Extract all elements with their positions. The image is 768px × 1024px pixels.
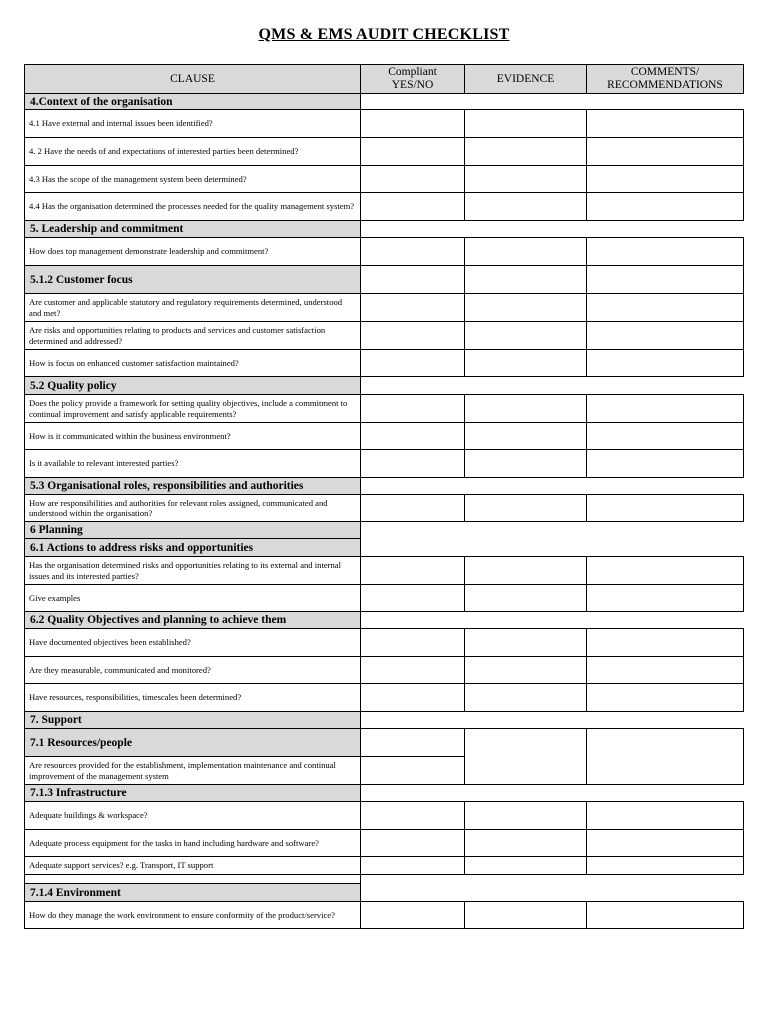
comments-cell[interactable] bbox=[586, 109, 744, 138]
compliant-cell[interactable] bbox=[360, 683, 465, 712]
section-s5-1-2: 5.1.2 Customer focus bbox=[24, 265, 361, 294]
evidence-cell[interactable] bbox=[464, 394, 587, 423]
section-s7: 7. Support bbox=[24, 711, 361, 729]
compliant-cell[interactable] bbox=[360, 856, 465, 875]
comments-cell[interactable] bbox=[586, 628, 744, 657]
comments-cell[interactable] bbox=[586, 656, 744, 684]
comments-cell[interactable] bbox=[586, 165, 744, 193]
question-q7-1-3-a: Adequate buildings & workspace? bbox=[24, 801, 361, 830]
comments-cell[interactable] bbox=[586, 801, 744, 830]
question-q5-1-2-a: Are customer and applicable statutory and regulatory requirements determined, understood and met? bbox=[24, 293, 361, 322]
section-s7-1: 7.1 Resources/people bbox=[24, 728, 361, 757]
evidence-cell[interactable] bbox=[464, 293, 587, 322]
compliant-cell[interactable] bbox=[360, 192, 465, 221]
comments-cell[interactable] bbox=[586, 237, 744, 266]
compliant-cell[interactable] bbox=[360, 293, 465, 322]
evidence-column-header: EVIDENCE bbox=[464, 64, 587, 94]
evidence-cell[interactable] bbox=[464, 829, 587, 857]
evidence-cell[interactable] bbox=[464, 801, 587, 830]
comments-cell[interactable] bbox=[586, 449, 744, 478]
comments-cell[interactable] bbox=[586, 494, 744, 522]
question-q5-3-a: How are responsibilities and authorities for relevant roles assigned, communicated and understood within the organisation? bbox=[24, 494, 361, 522]
section-s6-2: 6.2 Quality Objectives and planning to achieve them bbox=[24, 611, 361, 629]
evidence-cell[interactable] bbox=[464, 321, 587, 350]
page-title: QMS & EMS AUDIT CHECKLIST bbox=[258, 26, 510, 43]
section-s5-2: 5.2 Quality policy bbox=[24, 376, 361, 395]
evidence-cell[interactable] bbox=[464, 584, 587, 612]
question-q4-1: 4.1 Have external and internal issues been identified? bbox=[24, 109, 361, 138]
comments-cell[interactable] bbox=[586, 349, 744, 377]
question-q7-1-3-c: Adequate support services? e.g. Transport, IT support bbox=[24, 856, 361, 875]
question-q5-1-2-b: Are risks and opportunities relating to products and services and customer satisfaction determined and addressed? bbox=[24, 321, 361, 350]
question-q6-1-b: Give examples bbox=[24, 584, 361, 612]
comments-cell[interactable] bbox=[586, 394, 744, 423]
comments-cell[interactable] bbox=[586, 901, 744, 929]
compliant-cell[interactable] bbox=[360, 494, 465, 522]
compliant-cell[interactable] bbox=[360, 165, 465, 193]
comments-cell[interactable] bbox=[586, 584, 744, 612]
evidence-cell[interactable] bbox=[464, 165, 587, 193]
compliant-cell[interactable] bbox=[360, 237, 465, 266]
section-s4: 4.Context of the organisation bbox=[24, 93, 361, 110]
comments-cell[interactable] bbox=[586, 683, 744, 712]
section-s6-1: 6.1 Actions to address risks and opportunities bbox=[24, 538, 361, 557]
question-q5-2-b: How is it communicated within the business environment? bbox=[24, 422, 361, 450]
comments-cell[interactable] bbox=[586, 556, 744, 585]
question-q7-1-4-a: How do they manage the work environment to ensure conformity of the product/service? bbox=[24, 901, 361, 929]
evidence-cell[interactable] bbox=[464, 109, 587, 138]
compliant-cell[interactable] bbox=[360, 901, 465, 929]
compliant-cell[interactable] bbox=[360, 109, 465, 138]
comments-cell[interactable] bbox=[586, 293, 744, 322]
question-q6-2-a: Have documented objectives been established? bbox=[24, 628, 361, 657]
evidence-cell[interactable] bbox=[464, 494, 587, 522]
compliant-cell[interactable] bbox=[360, 756, 465, 785]
compliant-cell[interactable] bbox=[360, 422, 465, 450]
question-q6-1-a: Has the organisation determined risks and opportunities relating to its external and internal issues and its interested parties? bbox=[24, 556, 361, 585]
compliant-cell[interactable] bbox=[360, 265, 465, 294]
compliant-cell[interactable] bbox=[360, 394, 465, 423]
evidence-cell[interactable] bbox=[464, 192, 587, 221]
comments-cell[interactable] bbox=[586, 192, 744, 221]
compliant-cell[interactable] bbox=[360, 628, 465, 657]
compliant-cell[interactable] bbox=[360, 656, 465, 684]
comments-cell[interactable] bbox=[586, 422, 744, 450]
evidence-cell[interactable] bbox=[464, 728, 587, 785]
evidence-cell[interactable] bbox=[464, 556, 587, 585]
evidence-cell[interactable] bbox=[464, 349, 587, 377]
clause-column-header: CLAUSE bbox=[24, 64, 361, 94]
section-s7-1-4: 7.1.4 Environment bbox=[24, 883, 361, 902]
section-s6: 6 Planning bbox=[24, 521, 361, 539]
compliant-cell[interactable] bbox=[360, 801, 465, 830]
question-q5-1-2-c: How is focus on enhanced customer satisfaction maintained? bbox=[24, 349, 361, 377]
compliant-cell[interactable] bbox=[360, 556, 465, 585]
question-q4-3: 4.3 Has the scope of the management system been determined? bbox=[24, 165, 361, 193]
section-s5-3: 5.3 Organisational roles, responsibilities and authorities bbox=[24, 477, 361, 495]
evidence-cell[interactable] bbox=[464, 628, 587, 657]
blank-row bbox=[24, 874, 361, 884]
question-q5-2-c: Is it available to relevant interested parties? bbox=[24, 449, 361, 478]
question-q7-1-a: Are resources provided for the establishment, implementation maintenance and continual improvement of the management system bbox=[24, 756, 361, 785]
evidence-cell[interactable] bbox=[464, 422, 587, 450]
question-q7-1-3-b: Adequate process equipment for the tasks in hand including hardware and software? bbox=[24, 829, 361, 857]
question-q4-2: 4. 2 Have the needs of and expectations of interested parties been determined? bbox=[24, 137, 361, 166]
compliant-cell[interactable] bbox=[360, 321, 465, 350]
question-q5-2-a: Does the policy provide a framework for setting quality objectives, include a commitment to continual improvement and satisfy applicable requirements? bbox=[24, 394, 361, 423]
comments-cell[interactable] bbox=[586, 265, 744, 294]
comments-cell[interactable] bbox=[586, 856, 744, 875]
compliant-cell[interactable] bbox=[360, 829, 465, 857]
question-q6-2-b: Are they measurable, communicated and monitored? bbox=[24, 656, 361, 684]
evidence-cell[interactable] bbox=[464, 856, 587, 875]
evidence-cell[interactable] bbox=[464, 137, 587, 166]
comments-cell[interactable] bbox=[586, 137, 744, 166]
comments-column-header: COMMENTS/ RECOMMENDATIONS bbox=[586, 64, 744, 94]
comments-cell[interactable] bbox=[586, 728, 744, 785]
compliant-cell[interactable] bbox=[360, 584, 465, 612]
compliant-cell[interactable] bbox=[360, 449, 465, 478]
evidence-cell[interactable] bbox=[464, 901, 587, 929]
evidence-cell[interactable] bbox=[464, 265, 587, 294]
question-q5-a: How does top management demonstrate leadership and commitment? bbox=[24, 237, 361, 266]
compliant-column-header: Compliant YES/NO bbox=[360, 64, 465, 94]
compliant-cell[interactable] bbox=[360, 349, 465, 377]
evidence-cell[interactable] bbox=[464, 656, 587, 684]
section-s7-1-3: 7.1.3 Infrastructure bbox=[24, 784, 361, 802]
comments-cell[interactable] bbox=[586, 321, 744, 350]
evidence-cell[interactable] bbox=[464, 683, 587, 712]
evidence-cell[interactable] bbox=[464, 237, 587, 266]
question-q6-2-c: Have resources, responsibilities, timescales been determined? bbox=[24, 683, 361, 712]
question-q4-4: 4.4 Has the organisation determined the processes needed for the quality management system? bbox=[24, 192, 361, 221]
comments-cell[interactable] bbox=[586, 829, 744, 857]
compliant-cell[interactable] bbox=[360, 137, 465, 166]
section-s5: 5. Leadership and commitment bbox=[24, 220, 361, 238]
compliant-cell[interactable] bbox=[360, 728, 465, 757]
evidence-cell[interactable] bbox=[464, 449, 587, 478]
